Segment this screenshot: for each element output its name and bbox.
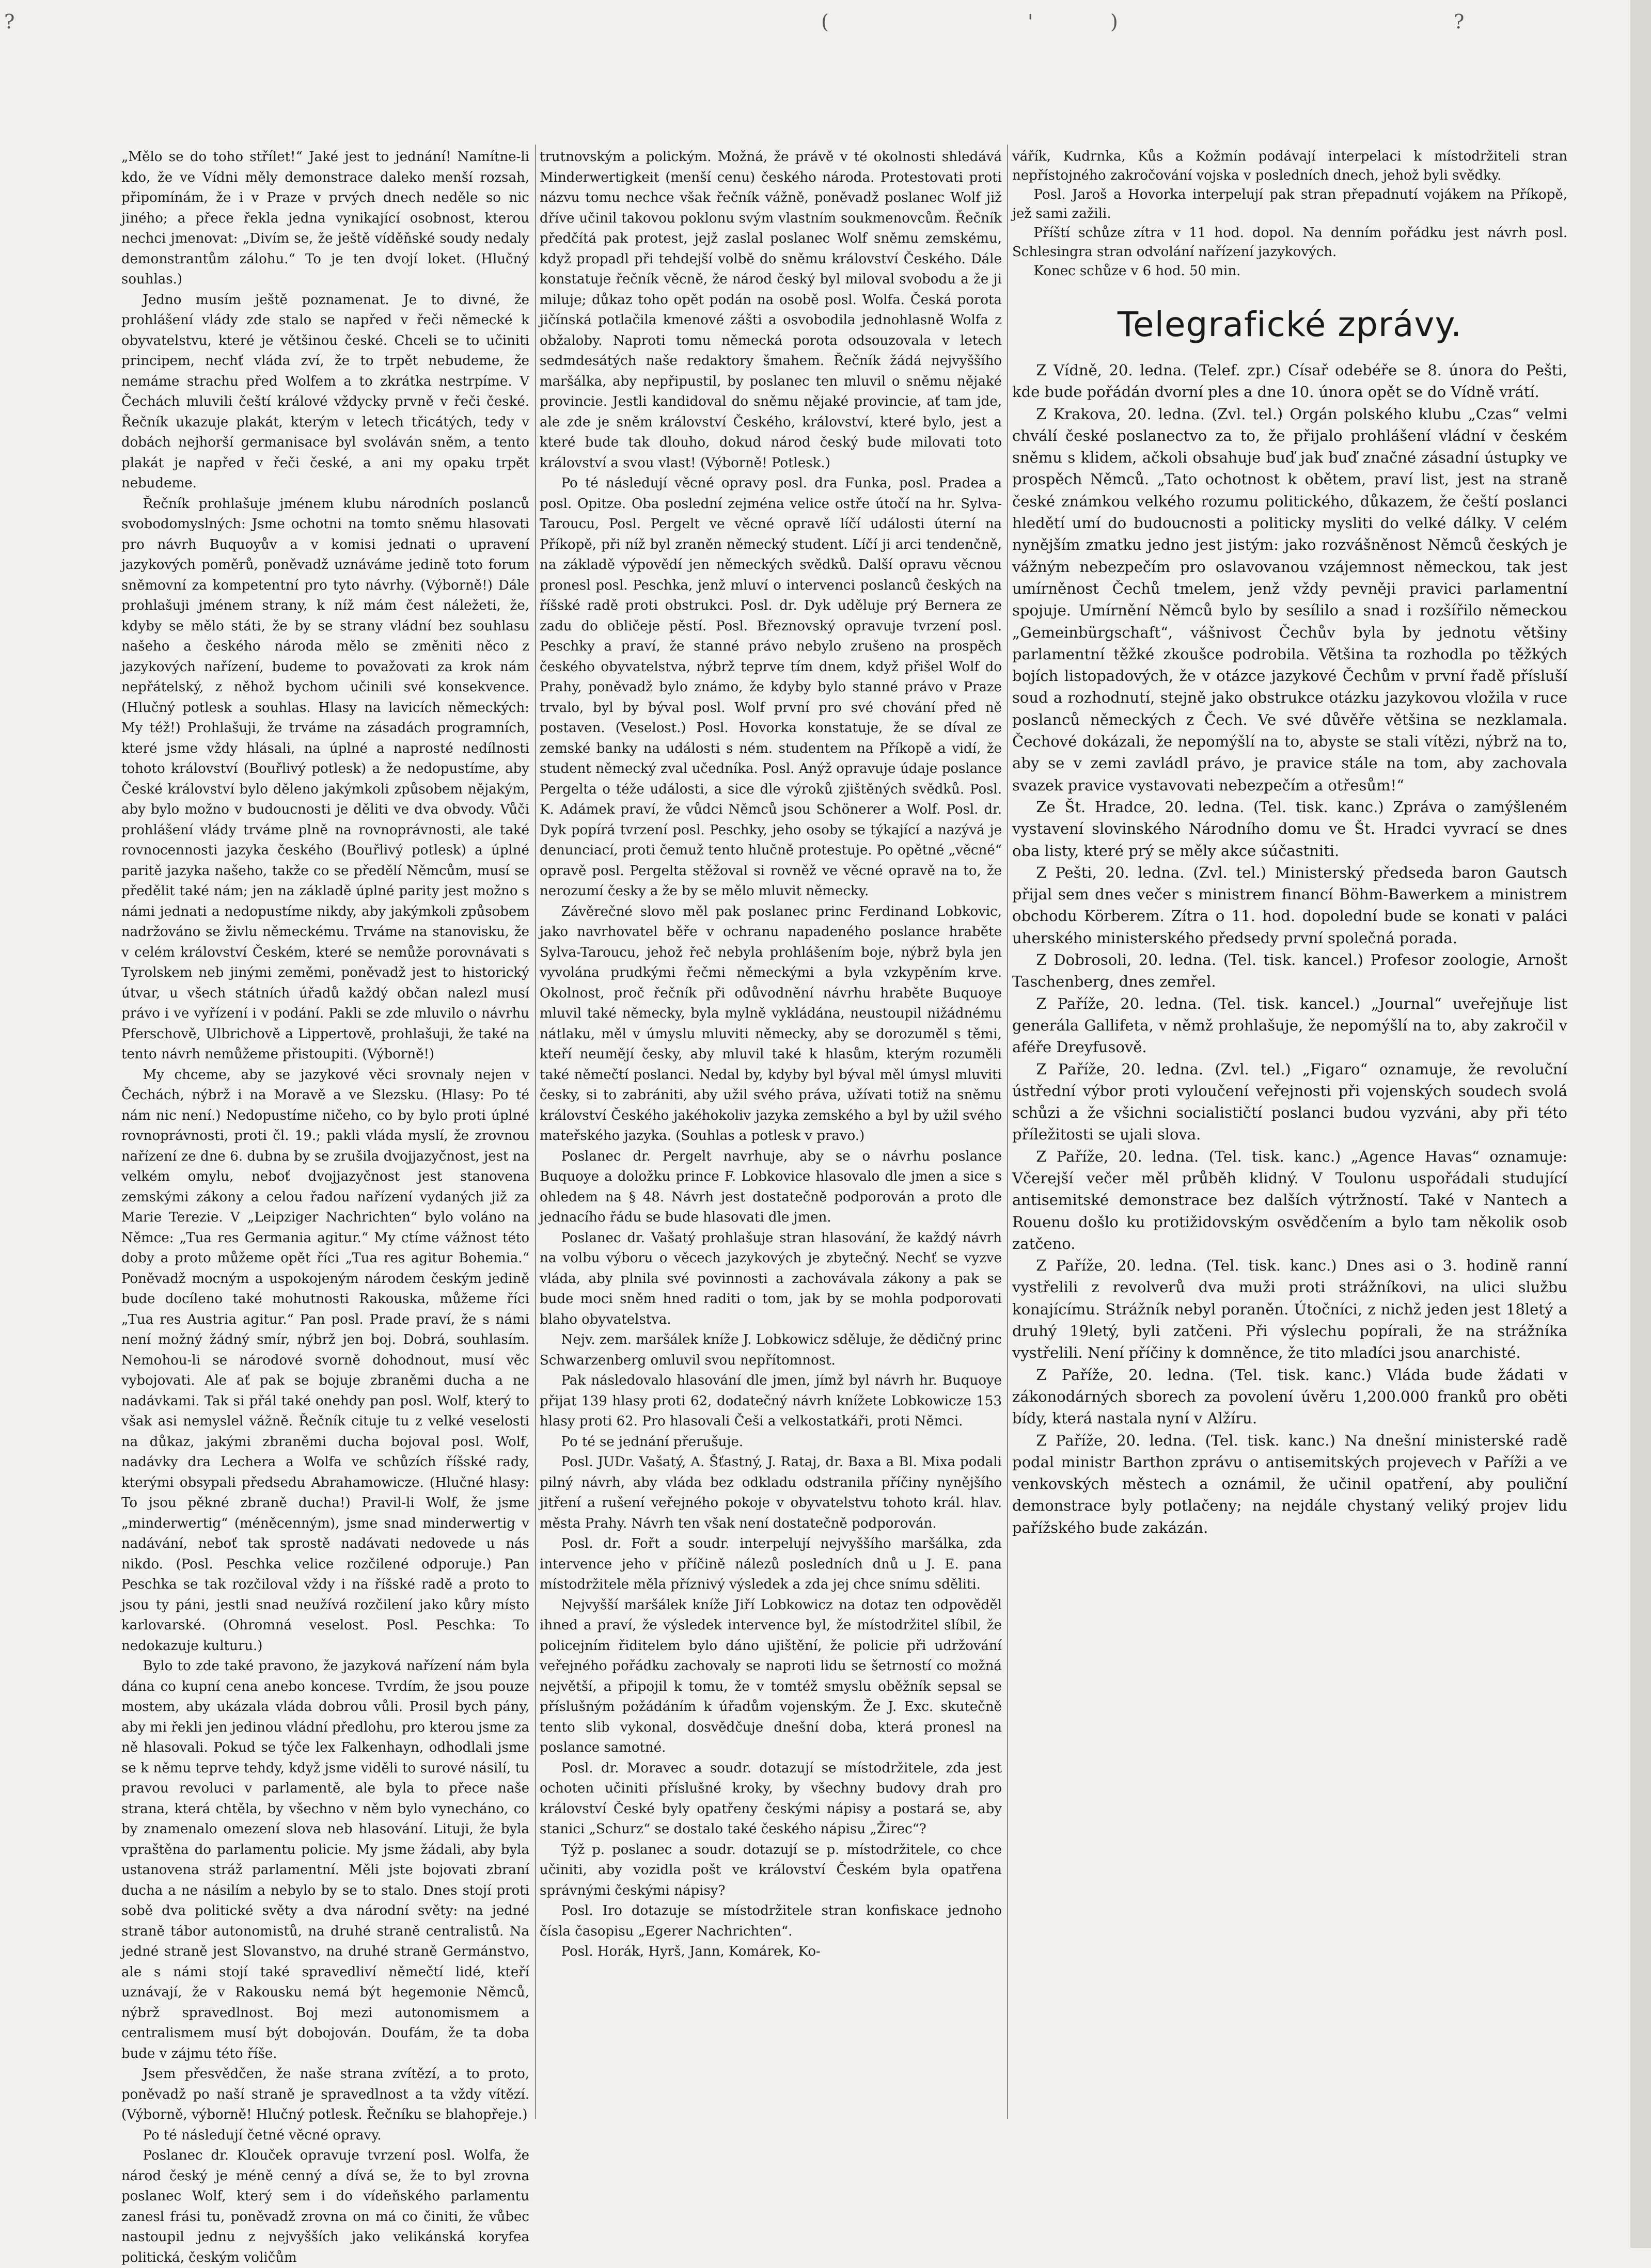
column-right bbox=[1012, 147, 1567, 1539]
article-paragraph: Posl. JUDr. Vašatý, A. Šťastný, J. Rataj, dr. Baxa a Bl. Mixa podali pilný návrh, aby vláda bez odkladu odstranila příčiny nynějšího jitření a rušení veřejného pokoje v obyvatelstvu tohoto král. hlav. města Prahy. Návrh ten však není dostatečně podporován. bbox=[540, 1454, 1002, 1531]
section-heading-telegraph: Telegrafické zprávy. bbox=[1117, 305, 1463, 344]
article-paragraph: Týž p. poslanec a soudr. dotazují se p. místodržitele, co chce učiniti, aby vozidla pošt ve království Českém byla opatřena správnými českými nápisy? bbox=[540, 1842, 1002, 1898]
article-paragraph: Závěrečné slovo měl pak poslanec princ Ferdinand Lobkovic, jako navrhovatel běře v ochranu napadeného poslance hraběte Sylva-Taroucu, jehož řeč nebyla prohlášením boje, nýbrž byla jen vyvolána prudkými řečmi německými a byla vzkypěním krve. Okolnost, proč řečník při odůvodnění návrhu hraběte Buquoye mluvil také německy, byla mylně vykládána, neustoupil nižádnému nátlaku, měl v úmyslu mluviti německy, aby se dorozuměl s těmi, kteří neumějí česky, aby mluvil také k hlasům, kterým rozuměli také němečtí poslanci. Nedal by, kdyby byl býval měl úmysl mluviti česky, si to zabrániti, aby užil svého práva, užívati totiž na sněmu království Českého jakéhokoliv jazyka zemského a byl by užil svého mateřského jazyka. (Souhlas a potlesk v pravo.) bbox=[540, 903, 1002, 1144]
article-paragraph: Jsem přesvědčen, že naše strana zvítězí, a to proto, poněvadž po naší straně je spravedlnost a ta vždy vítězí. (Výborně, výborně! Hlučný potlesk. Řečníku se blahopřeje.) bbox=[121, 2066, 529, 2122]
edge-mark: ' bbox=[1028, 10, 1033, 33]
page-edge bbox=[1630, 0, 1651, 2248]
article-paragraph: Po té následují četné věcné opravy. bbox=[143, 2127, 382, 2143]
edge-mark: ( bbox=[821, 10, 829, 33]
article-paragraph: Poslanec dr. Klouček opravuje tvrzení posl. Wolfa, že národ český je méně cenný a dívá se, že to byl zrovna poslanec Wolf, který sem i do vídeňského parlamentu zanesl frási tu, poněvadž zrovna on má co činiti, že vůbec nastoupil jednu z nejvyšších jako velikánská koryfea politická, českým voličům bbox=[121, 2148, 529, 2265]
article-paragraph: Posl. Jaroš a Hovorka interpelují pak stran přepadnutí vojákem na Příkopě, jež sami zažili. bbox=[1012, 187, 1567, 221]
telegraph-item: Z Krakova, 20. ledna. (Zvl. tel.) Orgán polského klubu „Czas“ velmi chválí české poslanectvo za to, že přijalo prohlášení vládní v českém sněmu s klidem, ačkoli obsahuje buď jak buď značné zásadní ústupky ve prospěch Němců. „Tato ochotnost k obětem, praví list, jest na straně české známkou velkého rozumu politického, důkazem, že čeští poslanci hledětí umí do budoucnosti a politicky mysliti do velké dálky. V celém nynějším zmatku jedno jest jistým: jako rozvášněnost Němců českých je vážným nebezpečím pro oslavovanou vzájemnost německou, tak jest umírněnost Čechů tmelem, jenž vždy pevněji pravici parlamentní spojuje. Umírnění Němců bylo by sesílilo a snad i rozšířilo německou „Gemeinbürgschaft“, vášnivost Čechův byla by jednotu většiny parlamentní těžké zkoušce podrobila. Většina ta rozhodla po těžkých bojích listopadových, že v otázce jazykové Čechům v první řadě přísluší soud a rozhodnutí, stejně jako obstrukce otázku jazykovou vložila v ruce poslanců německých z Čech. Ve své důvěře většina se nezklamala. Čechové dokázali, že nepomýšlí na to, abyste se stali vítězi, nýbrž na to, aby se v zemi zavládl právo, je pravice stále na tom, aby zachovala svazek pravice vystavovati nebezpečím a otřesům!“ bbox=[1012, 405, 1567, 794]
telegraph-item: Z Paříže, 20. ledna. (Tel. tisk. kanc.) Dnes asi o 3. hodině ranní vystřelili z revolverů dva muži proti strážníkovi, na ulici službu konajícímu. Strážník nebyl poraněn. Útočníci, z nichž jeden jest 18letý a druhý 19letý, byli zatčeni. Při výslechu popírali, že na strážníka vystřelili. Není příčiny k domněnce, že tito mladíci jsou anarchisté. bbox=[1012, 1257, 1567, 1362]
page-edge-marks bbox=[0, 10, 1651, 41]
article-paragraph: Po té se jednání přerušuje. bbox=[561, 1434, 744, 1450]
article-paragraph: Posl. Horák, Hyrš, Jann, Komárek, Ko- bbox=[561, 1944, 821, 1959]
column-divider bbox=[1007, 145, 1008, 2119]
article-paragraph: Konec schůze v 6 hod. 50 min. bbox=[1033, 263, 1241, 279]
column-left bbox=[121, 147, 529, 2268]
article-paragraph: Nejvyšší maršálek kníže Jiří Lobkowicz na dotaz ten odpověděl ihned a praví, že výsledek intervence byl, že místodržitel slíbil, že policejním řiditelem bylo dáno ujištění, že policie při udržování veřejného pořádku zachovaly se naproti lidu se šetrností co možná největší, a připojil k tomu, že v tomtéž smyslu oběžník sepsal se příslušným požádáním k úřadům vojenským. Že J. Exc. skutečně tento slib vykonal, dosvědčuje dnešní doba, která pronesl na poslance samotné. bbox=[540, 1597, 1002, 1755]
article-paragraph: Po té následují věcné opravy posl. dra Funka, posl. Pradea a posl. Opitze. Oba poslední zejména velice ostře útočí na hr. Sylva-Taroucu, Posl. Pergelt ve věcné opravě líčí události úterní na Příkopě, při níž byl zraněn německý student. Líčí ji arci tendenčně, na základě výpovědí jen německých svědků. Další opravu věcnou pronesl posl. Peschka, jenž mluví o intervenci poslanců českých na říšské radě proti obstrukci. Posl. dr. Dyk uděluje prý Bernera ze zadu do obličeje pěstí. Posl. Březnovský opravuje tvrzení posl. Peschky a praví, že stanné právo nebylo zrušeno na prospěch českého obyvatelstva, nýbrž teprve tím dnem, když přišel Wolf do Prahy, poněvadž bylo známo, že kdyby bylo stanné právo v Praze trvalo, byl by býval posl. Wolf první pro své chování před ně postaven. (Veselost.) Posl. Hovorka konstatuje, že se díval ze zemské banky na události s ném. studentem na Příkopě a vidí, že student německý zval učedníka. Posl. Anýž opravuje údaje poslance Pergelta o téže události, a sice dle výroků zjištěných svědků. Posl. K. Adámek praví, že vůdci Němců jsou Schönerer a Wolf. Posl. dr. Dyk popírá tvrzení posl. Peschky, jeho osoby se týkající a nazývá je denunciací, proti čemuž tento hlučně protestuje. Po opětné „věcné“ opravě posl. Pergelta stěžoval si rovněž ve věcné opravě na to, že nerozumí česky a že by se mělo mluvit německy. bbox=[540, 475, 1002, 899]
edge-mark: ) bbox=[1110, 10, 1118, 33]
telegraph-item: Z Paříže, 20. ledna. (Tel. tisk. kanc.) Na dnešní ministerské radě podal ministr Barthon zprávu o antisemitských projevech v Paříži a ve venkovských městech a oznámil, že učinil opatření, aby pouliční demonstrace byly potlačeny; na nejdále chystaný veliký projev lidu pařížského bude zakázán. bbox=[1012, 1431, 1567, 1536]
article-paragraph: Nejv. zem. maršálek kníže J. Lobkowicz sděluje, že dědičný princ Schwarzenberg omluvil svou nepřítomnost. bbox=[540, 1332, 1002, 1368]
article-paragraph: vářík, Kudrnka, Kůs a Kožmín podávají interpelaci k místodržiteli stran nepřístojného zakročování vojska v posledních dnech, jehož byli svědky. bbox=[1012, 149, 1567, 183]
article-paragraph: My chceme, aby se jazykové věci srovnaly nejen v Čechách, nýbrž i na Moravě a ve Slezsku. (Hlasy: Po té nám nic není.) Nedopustíme ničeho, co by bylo proti úplné rovnoprávnosti, proti čl. 19.; pakli vláda myslí, že zrovnou nařízení ze dne 6. dubna by se zrušila dvojjazyčnost, jest na velkém omylu, neboť dvojjazyčnost jest stanovena zemskými zákony a celou řadou nařízení vydaných již za Marie Terezie. V „Leipziger Nachrichten“ bylo voláno na Němce: „Tua res Germania agitur.“ My ctíme vážnost této doby a proto můžeme opět říci „Tua res agitur Bohemia.“ Poněvadž mocným a uspokojeným národem českým jedině bude docíleno také mohutnosti Rakouska, můžeme říci „Tua res Austria agitur.“ Pan posl. Prade praví, že s námi není možný žádný smír, nýbrž jen boj. Dobrá, souhlasím. Nemohou-li se národové svorně dohodnout, musí věc vybojovati. Ale ať pak se bojuje zbraněmi ducha a ne nadávkami. Tak si přál také onehdy pan posl. Wolf, který to však asi nemyslel vážně. Řečník cituje tu z velké veselosti na důkaz, jakými zbraněmi ducha bojoval posl. Wolf, nadávky dra Lechera a Wolfa ve schůzích říšské rady, kterými obsypali předsedu Abrahamowicze. (Hlučné hlasy: To jsou pěkné zbraně ducha!) Pravil-li Wolf, že jsme „minderwertig“ (méněcenným), jsme snad minderwertig v nadávání, neboť tak sprostě nadávati nedovede u nás nikdo. (Posl. Peschka velice rozčilené odporuje.) Pan Peschka se tak rozčiloval vždy i na říšské radě a proto to jsou ty páni, jestli snad neužívá rozčilení jako kůry místo karlovarské. (Ohromná veselost. Posl. Peschka: To nedokazuje kulturu.) bbox=[121, 1067, 529, 1654]
article-paragraph: Poslanec dr. Pergelt navrhuje, aby se o návrhu poslance Buquoye a doložku prince F. Lobkovice hlasovalo dle jmen a sice s ohledem na § 48. Návrh jest dostatečně podporován a proto dle jednacího řádu se bude hlasovati dle jmen. bbox=[540, 1148, 1002, 1225]
article-paragraph: „Mělo se do toho střílet!“ Jaké jest to jednání! Namítne-li kdo, že ve Vídni měly demonstrace daleko menší rozsah, připomínám, že i v Praze v prvých dnech neděle so nic jiného; a přece řekla jedna vynikající osobnost, kterou nechci jmenovat: „Divím se, že ještě víděňské soudy nedaly demonstrantům zálohu.“ To je ten dvojí loket. (Hlučný souhlas.) bbox=[121, 149, 529, 287]
telegraph-item: Z Paříže, 20. ledna. (Tel. tisk. kancel.) „Journal“ uveřejňuje list generála Gallifeta, v němž prohlašuje, že nepomýšlí na to, aby zakročil v aféře Dreyfusově. bbox=[1012, 994, 1567, 1056]
telegraph-item: Z Paříže, 20. ledna. (Tel. tisk. kanc.) Vláda bude žádati v zákonodárných sborech za povolení úvěru 1,200.000 franků pro oběti bídy, která nastala nyní v Alžíru. bbox=[1012, 1366, 1567, 1428]
article-paragraph: Posl. dr. Moravec a soudr. dotazují se místodržitele, zda jest ochoten učiniti příslušné kroky, by všechny budovy drah pro království České byly opatřeny českými nápisy a postará se, aby stanici „Schurz“ se dostalo také českého nápisu „Žirec“? bbox=[540, 1760, 1002, 1837]
column-divider bbox=[535, 145, 536, 2119]
telegraph-item: Z Pešti, 20. ledna. (Zvl. tel.) Ministerský předseda baron Gautsch přijal sem dnes večer s ministrem financí Böhm-Bawerkem a ministrem obchodu Körberem. Zítra o 11. hod. dopolední bude se konati v paláci uherského ministerského předsedy první společná porada. bbox=[1012, 863, 1567, 947]
telegraph-item: Ze Št. Hradce, 20. ledna. (Tel. tisk. kanc.) Zpráva o zamýšleném vystavení slovinského Národního domu ve Št. Hradci vyvrací se dnes oba listy, které prý se měly akce súčastniti. bbox=[1012, 798, 1567, 860]
article-paragraph: Posl. Iro dotazuje se místodržitele stran konfiskace jednoho čísla časopisu „Egerer Nachrichten“. bbox=[540, 1903, 1002, 1939]
telegraph-item: Z Paříže, 20. ledna. (Tel. tisk. kanc.) „Agence Havas“ oznamuje: Včerejší večer měl průběh klidný. V Toulonu uspořádali studující antisemitské demonstrace bez dalších výtržností. Také v Nantech a Rouenu došlo ku protižidovským osvědčením a bylo tam několik osob zatčeno. bbox=[1012, 1147, 1567, 1252]
column-middle bbox=[540, 147, 1002, 1962]
telegraph-item: Z Vídně, 20. ledna. (Telef. zpr.) Císař odebéře se 8. února do Pešti, kde bude pořádán dvorní ples a dne 10. února opět se do Vídně vrátí. bbox=[1012, 361, 1567, 401]
article-paragraph: Poslanec dr. Vašatý prohlašuje stran hlasování, že každý návrh na volbu výboru o věcech jazykových je zbytečný. Nechť se vyzve vláda, aby plnila své povinnosti a zachovávala zákony a pak se bude moci sněm hned raditi o tom, jak by se mohla podporovati blaho obyvatelstva. bbox=[540, 1230, 1002, 1327]
article-paragraph: Příští schůze zítra v 11 hod. dopol. Na denním pořádku jest návrh posl. Schlesingra stran odvolání nařízení jazykových. bbox=[1012, 225, 1567, 260]
article-paragraph: trutnovským a polickým. Možná, že právě v té okolnosti shledává Minderwertigkeit (menší cenu) českého národa. Protestovati proti názvu tomu nechce však řečník vážně, poněvadž poslanec Wolf již dříve učinil takovou poklonu svým vlastním soukmenovcům. Řečník předčítá pak protest, jejž zaslal poslanec Wolf sněmu zemskému, když propadl při tehdejší volbě do sněmu království Českého. Dále konstatuje řečník věcně, že národ český byl miloval svobodu a že ji miluje; důkaz toho opět podán na osobě posl. Wolfa. Česká porota jičínská potlačila kmenové zášti a osvobodila jednohlasně Wolfa z obžaloby. Naproti tomu německá porota odsouzovala v letech sedmdesátých naše redaktory šmahem. Řečník žádá nejvyššího maršálka, aby nepřipustil, by poslanec ten mluvil o sněmu nějaké provincie. Jestli kandidoval do sněmu nějaké provincie, ať tam jde, ale zde je sněm království Českého, království, které bylo, jest a které bude tak dlouho, dokud národ český bude milovati toto království a svou vlast! (Výborně! Potlesk.) bbox=[540, 149, 1002, 471]
telegraph-item: Z Paříže, 20. ledna. (Zvl. tel.) „Figaro“ oznamuje, že revoluční ústřední výbor proti vyloučení veřejnosti při vojenských soudech svolá schůzi a že všichni socialističtí poslanci budou vyzváni, aby při této příležitosti se ujali slova. bbox=[1012, 1060, 1567, 1144]
article-paragraph: Jedno musím ještě poznamenat. Je to divné, že prohlášení vlády zde stalo se napřed v řeči německé k obyvatelstvu, které je většinou české. Chceli se to učiniti principem, nechť vláda zví, že to trpět nebudeme, že nemáme strachu před Wolfem a to zkrátka nestrpíme. V Čechách mluvili čeští králové vždycky prvně v řeči české. Řečník ukazuje plakát, kterým v letech třicátých, tedy v dobách nejhorší germanisace byl svoláván sněm, a tento plakát je napřed v řeči české, a ani my opaku trpět nebudeme. bbox=[121, 292, 529, 491]
article-paragraph: Posl. dr. Fořt a soudr. interpelují nejvyššího maršálka, zda intervence jeho v příčině nálezů posledních dnů u J. E. pana místodržitele měla příznivý výsledek a zda jej chce snímu sděliti. bbox=[540, 1536, 1002, 1592]
edge-mark: ? bbox=[1454, 10, 1465, 33]
article-paragraph: Bylo to zde také pravono, že jazyková nařízení nám byla dána co kupní cena anebo koncese. Tvrdím, že jsou pouze mostem, aby ukázala vláda dobrou vůli. Prosil bych pány, aby mi řekli jen jedinou vládní předlohu, pro kterou jsme za ně hlasovali. Pokud se týče lex Falkenhayn, odhodlali jsme se k němu teprve tehdy, když jsme viděli to surové násilí, tu pravou revoluci v parlamentě, ale byla to přece naše strana, která chtěla, by všechno v něm bylo vynecháno, co by znamenalo omezení slova neb hlasování. Lituji, že byla vpraštěna do parlamentu policie. My jsme žádali, aby byla ustanovena stráž parlamentní. Měli jste bojovati zbraní ducha a ne násilím a nebylo by se to stalo. Dnes stojí proti sobě dva politické světy a dva národní světy: na jedné straně tábor autonomistů, na druhé straně centralistů. Na jedné straně jest Slovanstvo, na druhé straně Germánstvo, ale s námi stojí také spravedliví němečtí lidé, kteří uznávají, že v Rakousku nemá být hegemonie Němců, nýbrž spravedlnost. Boj mezi autonomismem a centralismem musí být dobojován. Doufám, že ta doba bude v zájmu této říše. bbox=[121, 1658, 529, 2061]
article-paragraph: Řečník prohlašuje jménem klubu národních poslanců svobodomyslných: Jsme ochotni na tomto sněmu hlasovati pro návrh Buquoyův a v komisi jednati o upravení jazykových poměrů, poněvadž uznáváme jedině toto forum sněmovní za kompetentní pro tyto návrhy. (Výborně!) Dále prohlašuji jménem strany, k níž mám čest náležeti, že, kdyby se mělo státi, že by se strany vládní bez souhlasu našeho a českého národa mělo se změniti něco z jazykových nařízení, budeme to považovati za krok nám nepřátelský, z něhož bychom učinili své konsekvence. (Hlučný potlesk a souhlas. Hlasy na lavicích německých: My též!) Prohlašuji, že trváme na zásadách programních, které jsme vždy hlásali, na úplné a naprosté nedílnosti tohoto království (Bouřlivý potlesk) a že nedopustíme, aby České království bylo děleno jakýmkoli způsobem nějakým, aby bylo možno v budoucnosti je děliti ve dva obvody. Vůči prohlášení vlády trváme plně na rovnoprávnosti, ale také rovnocennosti jazyka českého (Bouřlivý potlesk) a úplné paritě jazyka našeho, takže co se předělí Němcům, musí se předělit také nám; jen na základě úplné parity jest možno s námi jednati a nedopustíme nikdy, aby jakýmkoli způsobem nadržováno se živlu německému. Trváme na stanovisku, že v celém království Českém, které se nemůže porovnávati s Tyrolskem neb jinými zeměmi, poněvadž jest to historický útvar, u všech státních úřadů každý občan nalezl musí právo i ve vyřízení i v podání. Pakli se zde mluvilo o návrhu Pferschově, Ulbrichově a Lippertově, prohlašuji, že také na tento návrh nemůžeme přistoupiti. (Výborně!) bbox=[121, 496, 529, 1062]
article-paragraph: Pak následovalo hlasování dle jmen, jímž byl návrh hr. Buquoye přijat 139 hlasy proti 62, dodatečný návrh knížete Lobkowicze 153 hlasy proti 62. Pro hlasovali Češi a velkostatkáři, proti Němci. bbox=[540, 1373, 1002, 1429]
telegraph-item: Z Dobrosoli, 20. ledna. (Tel. tisk. kancel.) Profesor zoologie, Arnošt Taschenberg, dnes zemřel. bbox=[1012, 951, 1567, 991]
edge-mark: ? bbox=[4, 10, 15, 33]
